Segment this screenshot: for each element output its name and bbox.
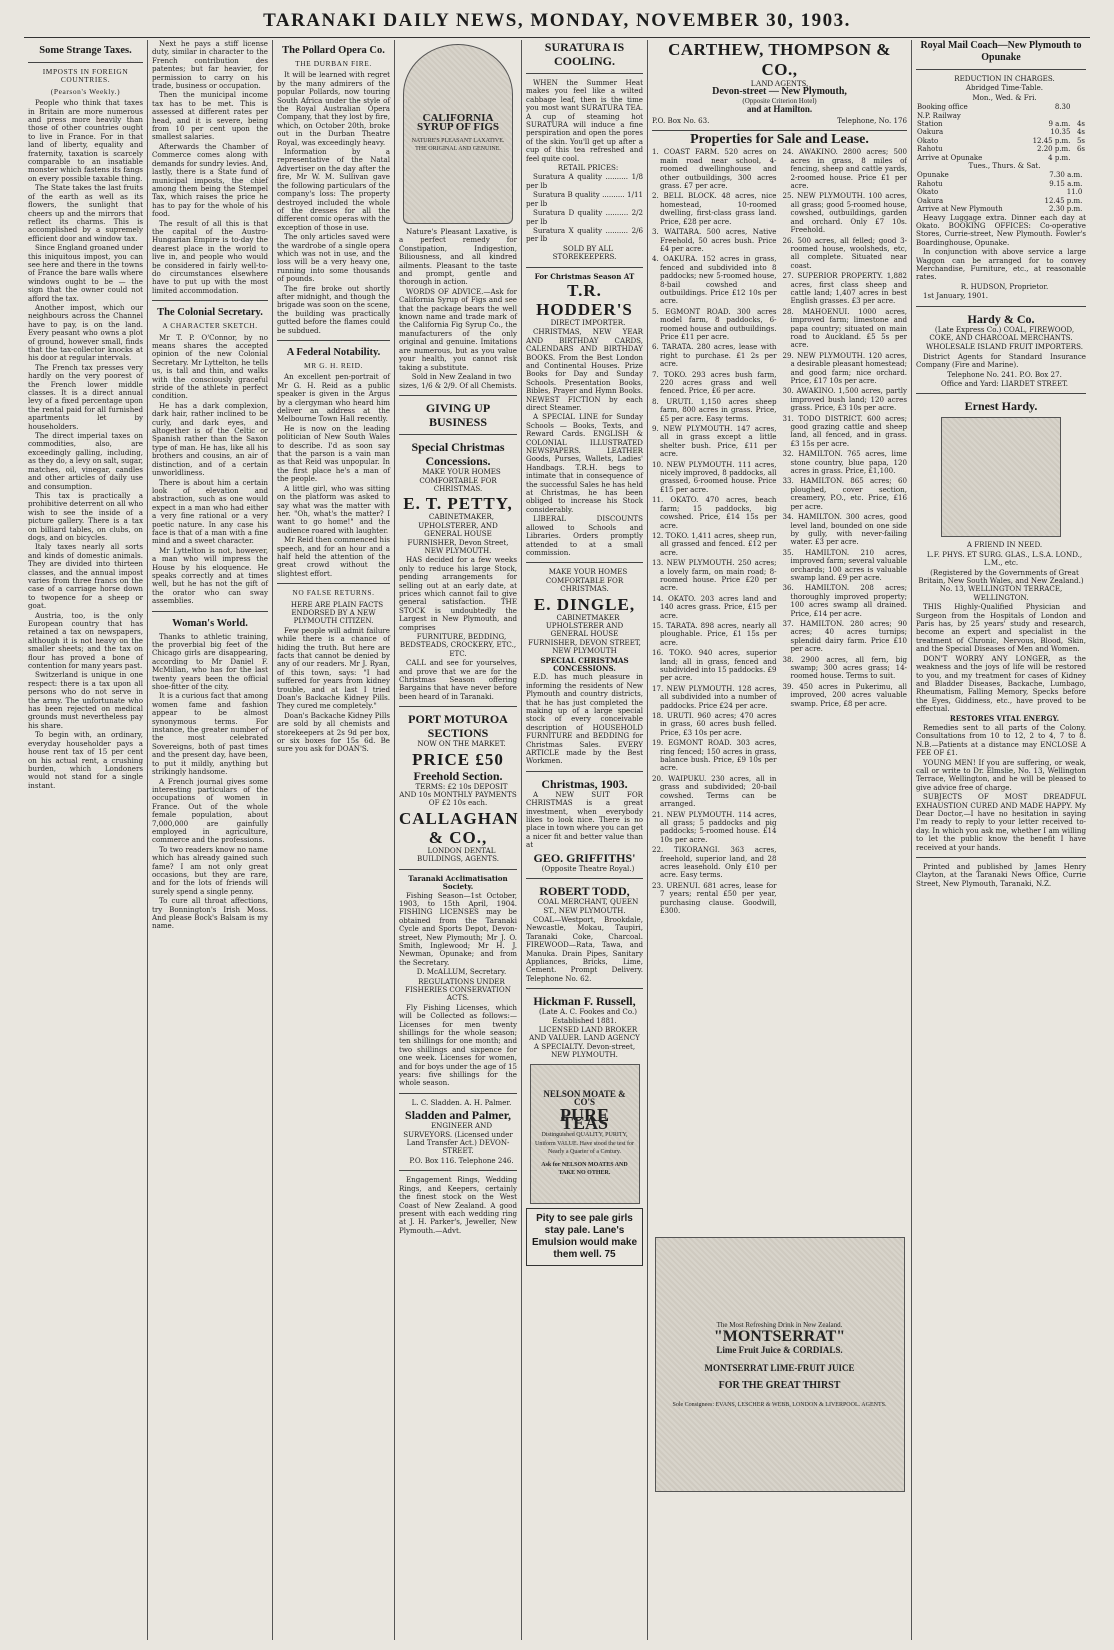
timetable-cell: Arrive at New Plymouth: [917, 205, 1003, 214]
paragraph: HERE ARE PLAIN FACTS ENDORSED BY A NEW PLYMOUTH CITIZEN.: [290, 599, 384, 626]
montserrat-sub: Lime Fruit Juice & CORDIALS.: [716, 1344, 843, 1355]
paragraph: E.D. has much pleasure in informing the residents of New Plymouth and country districts, that he has just completed the making up of a large special stock of every conceivable description of HOUSEHOLD FURNITURE and BEDDING for Christmas Sales. EVERY ARTICLE made by the Best Workmen.: [526, 672, 643, 766]
paragraph: District Agents for Standard Insurance Company (Fire and Marine).: [916, 351, 1086, 370]
property-listing: 36. HAMILTON. 208 acres; thoroughly improved property; 100 acres swamp all drained. Price, £14 per acre.: [782, 583, 907, 618]
paragraph: FURNITURE, BEDDING, BEDSTEADS, CROCKERY, ETC., ETC.: [399, 632, 517, 658]
property-listing: 35. HAMILTON. 210 acres, improved farm; several valuable orchards; 100 acres is valuable swamp land. £9 per acre.: [782, 547, 907, 582]
timetable-cell: Oakura: [917, 128, 944, 137]
property-list-left: [652, 148, 777, 1233]
paragraph: CABINETMAKER, UPHOLSTERER, AND GENERAL HOUSE FURNISHER, Devon Street, NEW PLYMOUTH.: [407, 512, 509, 555]
paragraph: A FRIEND IN NEED.: [966, 540, 1043, 550]
paragraph: There is about him a certain look of elevation and abstraction, such as one would expect in a man who had either a very fine rational or a very poetic nature. In any case his face is that of a man with a fine mind and a sweet character.: [152, 477, 268, 546]
paragraph: The direct imperial taxes on commodities, also, are exceedingly galling, including, as they do, a levy on salt, sugar, matches, oil, vinegar, candles and other articles of daily use and consumption.: [28, 431, 143, 491]
masthead: TARANAKI DAILY NEWS, MONDAY, NOVEMBER 30, 1903.: [263, 10, 851, 31]
firm-hamilton: and at Hamilton.: [746, 104, 813, 115]
firm-po-box: P.O. Box No. 63.: [652, 115, 710, 125]
timetable-outbound: [916, 103, 1086, 162]
firm-contact-row: [652, 117, 907, 125]
paragraph: A French journal gives some interesting particulars of the occupations of women in France. Out of the whole female population, about 7,000,000 are gainfully employed in agriculture, commerce and the professions.: [152, 776, 268, 845]
montserrat-agents: Sole Consignees: EVANS, LESCHER & WEBB, LONDON & LIVERPOOL. AGENTS.: [672, 1401, 887, 1408]
timetable-cell: Oakura: [917, 196, 944, 205]
paragraph: In conjunction with above service a large Waggon can be arranged for to convey Merchandise, Furniture, etc., at reasonable rates.: [916, 247, 1086, 282]
paragraph: Fly Fishing Licenses, which will be Collected as follows:— Licenses for men twenty shillings for the whole season; ten shillings for one month; and two shillings and sixpence for one week. Licenses for women, and for boys under the age of 15 years: five shillings for the whole season.: [399, 1002, 517, 1088]
paragraph: 1st January, 1901.: [923, 291, 988, 301]
firm-telephone: Telephone, No. 176: [837, 115, 907, 125]
paragraph: CALL and see for yourselves, and prove that we are for the Christmas Season offering Bargains that have never before been heard of in Taranaki.: [399, 658, 517, 701]
column-2: [148, 40, 272, 1640]
divider: [916, 857, 1086, 858]
paragraph: Information by a representative of the Natal Advertiser on the day after the fire, Mr W. M. Sullivan gave the following particulars of the company's loss: The property destroyed included the whole of the dresses for all the different comic operas with the exception of those in use.: [277, 147, 390, 232]
timetable-cell: Opunake: [917, 171, 949, 180]
ad-heading: T.R. HODDER'S: [536, 280, 633, 319]
ad-heading: Christmas, 1903.: [541, 776, 628, 791]
property-listing: 13. NEW PLYMOUTH. 250 acres; a lovely farm, on main road; 8-roomed house. Price £20 per acre.: [652, 558, 777, 593]
timetable-cell: 4s: [1076, 128, 1085, 137]
paragraph: CABINETMAKER UPHOLSTERER AND GENERAL HOUSE FURNISHER, DEVON STREET, NEW PLYMOUTH: [528, 612, 641, 656]
masthead-rule: [24, 37, 1090, 38]
timetable-cell: [1083, 180, 1086, 188]
paragraph: Thanks to athletic training, the proverbial big feet of the Chicago girls are disappearing, according to Mr Daniel F. McMillan, who has for the last twenty years been the official shoe-fitter of the city.: [152, 631, 268, 692]
property-listing: 5. EGMONT ROAD. 300 acres model farm, 8 paddocks, 6-roomed house and outbuildings. Price £11 per acre.: [652, 306, 777, 341]
timetable-row: [916, 188, 1086, 196]
paragraph: Italy taxes nearly all sorts and kinds of domestic animals. They are divided into thirteen classes, and the annual impost varies from three francs on the case of a carriage horse down to twopence for a sheep or goat.: [28, 542, 143, 611]
paragraph: The State takes the last fruits of the earth as well as its flowers, the sunlight that cheers up and the mirrors that reflect its charms. This is accomplished by a supremely efficient door and window tax.: [28, 183, 143, 243]
property-listing: 18. URUTI. 960 acres; 470 acres in grass, 60 acres bush felled. Price, £3 10s per acre.: [652, 711, 777, 737]
paragraph: (Late Express Co.) COAL, FIREWOOD, COKE, AND CHARCOAL MERCHANTS.: [929, 324, 1075, 342]
lanes-emulsion-ad: Pity to see pale girls stay pale. Lane's Emulsion would make them well. 75: [526, 1208, 643, 1266]
ad-heading: Taranaki Acclimatisation Society.: [408, 873, 508, 892]
divider: [652, 130, 907, 131]
ad-heading: For Christmas Season AT: [534, 271, 635, 281]
property-listing: 39. 450 acres in Pukerimu, all improved, 200 acres valuable swamp. Price, £8 per acre.: [782, 681, 907, 708]
property-listing: 23. URENUI. 681 acres, lease for 7 years; rental £50 per year, purchasing clause. Goodwill, £300.: [652, 880, 777, 915]
paragraph: A SPECIAL LINE for Sunday Schools — Books, Texts, and Reward Cards. ENGLISH & COLONIAL ILLUSTRATED NEWSPAPERS. LEATHER Goods, Purses, Wallets, Ladies' Handbags. T.R.H. begs to intimate that in consequence of the successful Sales he has held at Christmas, he has been obliged to increase his Stock considerably.: [526, 412, 643, 514]
paragraph: LONDON DENTAL BUILDINGS, AGENTS.: [417, 845, 499, 864]
column-7: [912, 40, 1090, 1640]
paragraph: Since England groaned under this iniquitous impost, you can see here and there in the towns of France the bare walls where windows ought to be — the sign that the owner could not afford the tax.: [28, 243, 143, 303]
paragraph: SUBJECTS OF MOST DREADFUL EXHAUSTION CURED AND MADE HAPPY. My Dear Doctor,—I have no hesitation in saying I'm ready to reply to your letter received to-day. In which you ask me, whether I am willing to let the public know the benefit I have received at your hands.: [916, 792, 1086, 852]
paragraph: Fishing Season—1st October, 1903, to 15th April, 1904. FISHING LICENSES may be obtained from the Taranaki Cycle and Sports Depot, Devon-street, New Plymouth; Mr J. O. Smith, Inglewood; Mr H. J. Newman, Opunake; and from the Secretary.: [399, 890, 517, 967]
property-listing: 26. 500 acres, all felled; good 3-roomed house, woolsheds, etc, all complete. Situated near coast.: [782, 235, 907, 270]
timetable-cell: Booking office: [917, 103, 968, 112]
divider: [526, 988, 643, 989]
timetable-cell: Okato: [917, 136, 939, 145]
paragraph: TERMS: £2 10s DEPOSIT AND 10s MONTHLY PAYMENTS OF £2 10s each.: [399, 781, 517, 808]
divider: [526, 267, 643, 268]
property-listing: 12. TOKO. 1,411 acres, sheep run, all grassed and fenced. £12 per acre.: [652, 530, 777, 557]
property-listing: 21. NEW PLYMOUTH. 114 acres, all grass; 5 paddocks and pig paddocks; 5-roomed house. £14 10s per acre.: [652, 809, 777, 844]
paragraph: Austria, too, is the only European country that has retained a tax on newspapers, although it is not heavy on the smaller sheets; and the tax on flour has proved a bone of contention for many years past.: [28, 610, 143, 671]
property-listing: 16. TOKO. 940 acres, superior land; all in grass, fenced and subdivided into 15 paddocks. £9 per acre.: [652, 648, 777, 683]
divider: [277, 583, 390, 584]
paragraph: Switzerland is unique in one respect: there is a tax upon all persons who do not serve in the army. The unfortunate who has been rejected on medical grounds must nevertheless pay his share.: [28, 670, 143, 730]
paragraph: A little girl, who was sitting on the platform was asked to say what was the matter with her. "Oh, what's the matter? I want to go home!" and the audience roared with laughter.: [277, 483, 390, 535]
paragraph: Tues., Thurs. & Sat.: [968, 161, 1041, 171]
ad-heading: PRICE £50: [412, 749, 504, 769]
paragraph: Telephone No. 241. P.O. Box 27.: [947, 369, 1062, 379]
firm-sub: LAND AGENTS,: [750, 79, 809, 88]
paragraph: Engagement Rings, Wedding Rings, and Keepers, certainly the finest stock on the West Coast of New Zealand. A good present with each wedding ring at J. H. Parker's, Jeweller, New Plymouth.—Advt.: [399, 1175, 517, 1235]
paragraph: MAKE YOUR HOMES COMFORTABLE FOR CHRISTMAS.: [419, 467, 501, 493]
property-listing: 8. URUTI. 1,150 acres sheep farm, 800 acres in grass. Price, £5 per acre. Easy terms.: [652, 396, 777, 423]
timetable-cell: [1071, 103, 1086, 111]
paragraph: YOUNG MEN! If you are suffering, or weak, call or write to Dr. Elmslie, No. 13, Wellington Terrace, Wellington, and he will be pleased to give advice free of charge.: [916, 757, 1086, 792]
timetable-cell: Rahotu: [917, 145, 943, 154]
paragraph: Remedies sent to all parts of the Colony. Consultations from 10 to 12, 2 to 4, 7 to 8. N.B.—Patients at a distance may ENCLOSE A FEE OF £1.: [916, 722, 1086, 758]
timetable-row: [916, 197, 1086, 205]
property-listing: 14. OKATO. 203 acres land and 140 acres grass. Price, £15 per acre.: [652, 593, 777, 620]
property-listing: 34. HAMILTON. 300 acres, good level land, bounded on one side by gully, with never-failing water. £3 per acre.: [782, 512, 907, 547]
timetable-cell: 10.35: [1050, 128, 1071, 137]
article-title: Woman's World.: [172, 617, 248, 629]
paragraph: RESTORES VITAL ENERGY.: [949, 713, 1060, 723]
column-5: [522, 40, 647, 1640]
ad-heading: ROBERT TODD,: [539, 884, 630, 899]
paragraph: HAS decided for a few weeks only to reduce his large Stock, pending arrangements for selling out at an early date, at prices which cannot fail to give general satisfaction. THE STOCK is undoubtedly the Largest in New Plymouth, and comprises: [399, 555, 517, 632]
paragraph: Mr T. P. O'Connor, by no means shares the accepted opinion of the new Colonial Secretary. Mr Lyttelton, he tells us, is tall and thin, and walks with the consciously graceful stride of the athlete in perfect condition.: [152, 332, 268, 401]
paragraph: Sold in New Zealand in two sizes, 1/6 & 2/9. Of all Chemists.: [399, 371, 517, 390]
timetable-cell: Rahotu: [917, 179, 943, 188]
ad-heading: Royal Mail Coach—New Plymouth to Opunake: [920, 40, 1082, 63]
timetable-cell: 12.45 p.m.: [1032, 136, 1071, 145]
property-listing: 27. SUPERIOR PROPERTY. 1,882 acres, first class sheep and cattle land; 1,407 acres in best English grasses. £3 per acre.: [782, 271, 907, 306]
timetable-cell: 2.20 p.m.: [1037, 145, 1071, 154]
property-listing: 1. COAST FARM. 520 acres on main road near school, 4-roomed dwellinghouse and other outbuildings, 300 acres grass. £7 per acre.: [652, 148, 777, 191]
article-title: A Federal Notability.: [286, 347, 381, 358]
ad-heading: PORT MOTUROA SECTIONS: [408, 712, 508, 741]
divider: [399, 1093, 517, 1094]
paragraph: Next he pays a stiff license duty, similar in character to the French contribution des patentes; but far heavier, for permission to carry on his trade, business or occupation.: [152, 40, 268, 91]
paragraph: It will be learned with regret by the many admirers of the popular Pollards, now touring South Africa under the style of the Royal Australian Opera Company, that they lost by fire, which, on October 20th, broke out in the Durban Theatre Royal, was exceedingly heavy.: [277, 70, 390, 147]
property-listing: 10. NEW PLYMOUTH. 111 acres, nicely improved, 8 paddocks, all grassed, 6-roomed house. Price £15 per acre.: [652, 459, 777, 494]
nelson-ask: Ask for NELSON MOATES AND TAKE NO OTHER.: [541, 1161, 628, 1177]
paragraph: Another impost, which our neighbours across the Channel have to pay, is on the land. Every peasant who owns a plot of ground, however small, finds that the tax-collector knocks at his door at regular intervals.: [28, 302, 143, 363]
divider: [399, 1170, 517, 1171]
property-listing: 17. NEW PLYMOUTH. 128 acres, all subdivided into a number of paddocks. Price £24 per acre.: [652, 683, 777, 710]
paragraph: REDUCTION IN CHARGES.: [954, 74, 1055, 83]
divider: [916, 69, 1086, 70]
paragraph: DIRECT IMPORTER.: [550, 317, 626, 327]
ad-heading: GIVING UP BUSINESS: [425, 401, 491, 430]
paragraph: CHRISTMAS, NEW YEAR AND BIRTHDAY CARDS, CALENDARS AND BIRTHDAY BOOKS. From the Best London and Continental Houses. Prize Books for Day and Sunday Schools. Presentation Books, Bibles, Prayer and Hymn Books. NEWEST FICTION by each direct Steamer.: [526, 327, 643, 412]
paragraph: Heavy Luggage extra. Dinner each day at Okato. BOOKING OFFICES: Co-operative Stores, Currie-street, New Plymouth. Fowler's Boardinghouse, Opunake.: [916, 212, 1086, 247]
article-title: Some Strange Taxes.: [39, 45, 132, 56]
ad-heading: SURATURA IS COOLING.: [544, 40, 625, 68]
property-listing: 15. TARATA. 898 acres, nearly all ploughable. Price, £1 15s per acre.: [652, 620, 777, 647]
paragraph: MAKE YOUR HOMES COMFORTABLE FOR CHRISTMAS.: [545, 567, 628, 594]
imprint: Printed and published by James Henry Clayton, at the Taranaki News Office, Currie Street, New Plymouth, Taranaki, N.Z.: [916, 862, 1086, 888]
column-1: [24, 40, 147, 1640]
property-listing: 20. WAIPUKU. 230 acres, all in grass and subdivided; 20-bail cowshed. Terms can be arranged.: [652, 773, 777, 809]
paragraph: An excellent pen-portrait of Mr G. H. Reid as a public speaker is given in the Argus by a clergyman who heard him deliver an address at the Melbourne Town Hall recently.: [277, 372, 390, 424]
article-subtitle: IMPOSTS IN FOREIGN COUNTRIES.: [42, 67, 129, 85]
column-3: [273, 40, 394, 1640]
paragraph: (Registered by the Governments of Great Britain, New South Wales, and New Zealand.) No. 13, WELLINGTON TERRACE, WELLINGTON.: [918, 567, 1084, 602]
property-listing: 7. TOKO. 293 acres bush farm, 220 acres grass and well fenced. Price, £6 per acre.: [652, 369, 777, 396]
paragraph: ENGINEER AND SURVEYORS. (Licensed under Land Transfer Act.) DEVON-STREET.: [403, 1121, 513, 1156]
timetable-cell: [1083, 171, 1086, 179]
timetable-cell: 12.45 p.m.: [1044, 196, 1083, 205]
timetable-cell: 4s: [1076, 120, 1085, 129]
timetable-row: [916, 112, 1086, 120]
timetable-cell: 4 p.m.: [1048, 153, 1071, 162]
syrup-of-figs-ad-image: [403, 44, 513, 224]
paragraph: REGULATIONS UNDER FISHERIES CONSERVATION ACTS.: [405, 976, 511, 1003]
ad-heading: CALLAGHAN & CO.,: [399, 808, 519, 847]
article-title: The Pollard Opera Co.: [282, 45, 385, 56]
paragraph: SOLD BY ALL STOREKEEPERS.: [552, 243, 617, 262]
property-listing: 11. OKATO. 470 acres, beach farm; 15 paddocks, big cowshed. Price, £14 15s per acre.: [652, 495, 777, 530]
paragraph: LIBERAL DISCOUNTS allowed to Schools and Libraries. Orders promptly attended to at a small commission.: [526, 514, 643, 557]
timetable-cell: [1083, 188, 1086, 196]
price-line: Suratura B quality .......... 1/11 per lb: [526, 190, 643, 208]
syrup-tag-right: THE ORIGINAL AND GENUINE.: [415, 146, 501, 153]
paragraph: L.F. PHYS. ET SURG. GLAS., L.S.A. LOND., L.M., etc.: [926, 549, 1083, 568]
divider: [399, 706, 517, 707]
doctor-ad-illustration: [941, 417, 1061, 537]
paragraph: This tax is practically a prohibitive deterrent on all who wish to see the inside of a picture gallery. There is a tax on billiard tables, on clubs, on dogs, and on bicycles.: [28, 490, 143, 542]
nelson-tag: Distinguished QUALITY, PURITY, Uniform VALUE. Have stood the test for Nearly a Quarter of a Century.: [535, 1132, 634, 1156]
timetable-row: [916, 120, 1086, 128]
timetable-cell: 9.15 a.m.: [1049, 179, 1083, 188]
timetable-cell: [1083, 197, 1086, 205]
property-listing: 30. AWAKINO. 1,500 acres, partly improved bush land; 120 acres grass. Price, £3 10s per acre.: [782, 386, 907, 413]
paragraph: Afterwards the Chamber of Commerce comes along with demands for sundry levies. And, lastly, there is a State fund of municipal imposts, the chief among them being the Stempel Tax, which raises the price he has to pay for the whole of his food.: [152, 141, 268, 219]
paragraph: Few people will admit failure while there is a chance of hiding the truth. But here are facts that cannot be denied by any of our readers. Mr J. Ryan, of this town, says: "I had suffered for years from kidney trouble, and at last I tried Doan's Backache Kidney Pills. They cured me completely.": [277, 625, 390, 711]
property-listing: 33. HAMILTON. 865 acres; 60 ploughed, cover section, creamery, P.O., etc. Price, £16 per acre.: [782, 476, 907, 511]
property-listing: 25. NEW PLYMOUTH. 100 acres, all grass; good 5-roomed house, cowshed, outbuildings, garden and orchard. Only £7 10s. Freehold.: [782, 191, 907, 235]
paragraph: The result of all this is that the capital of the Austro-Hungarian Empire is to-day the dearest place in the world to live in, and people who would be considered in fairly well-to-do circumstances elsewhere have to put up with the most limited accommodation.: [152, 218, 268, 295]
ad-heading: Hardy & Co.: [967, 311, 1035, 326]
property-listing: 32. HAMILTON. 765 acres, lime stone country, blue papa, 120 acres in grass. Price, £1,100.: [782, 449, 907, 476]
property-listing: 37. HAMILTON. 280 acres; 90 acres; 40 acres turnips; splendid dairy farm. Price £10 per acre.: [782, 618, 907, 654]
paragraph: WHOLESALE ISLAND FRUIT IMPORTERS.: [926, 342, 1083, 352]
properties-heading: Properties for Sale and Lease.: [690, 132, 869, 148]
property-listing: 19. EGMONT ROAD. 303 acres, ring fenced; 150 acres in grass, balance bush. Price, £9 10s per acre.: [652, 738, 777, 773]
article-source: (Pearson's Weekly.): [50, 86, 121, 96]
paragraph: He is now on the leading politician of New South Wales to describe. I'd as soon say that the parson is a vain man as that Reid was unpopular. In the first place he's a man of the people.: [277, 423, 390, 484]
timetable-cell: 11.0: [1066, 188, 1083, 197]
timetable-cell: [1014, 112, 1072, 120]
price-line: Suratura D quality .......... 2/2 per lb: [526, 208, 643, 226]
paragraph: He has a dark complexion, dark hair, rather inclined to be curly, and dark eyes, and altogether is of the Celtic or Spanish rather than the Saxon type of man. He has, like all his brothers and cousins, an air of distinction, and of a certain unworldliness.: [152, 400, 268, 478]
paragraph: COAL—Westport, Brookdale, Newcastle, Mokau, Taupiri, Taranaki Coke, Charcoal. FIREWOOD—Rata, Tawa, and Manuka. Drain Pipes, Sanitary Appliances, Bricks, Lime, Cement. Prompt Delivery. Telephone No. 62.: [526, 914, 643, 983]
timetable-cell: Arrive at Opunake: [917, 153, 983, 162]
paragraph: R. HUDSON, Proprietor.: [960, 281, 1049, 291]
property-listing: 38. 2900 acres, all fern, big swamp; 300 acres grass; 14-roomed house. Terms to suit.: [782, 654, 907, 681]
ad-heading: Freehold Section.: [413, 768, 503, 783]
property-listing: 28. MAHOENUI. 1000 acres, improved farm; limestone and papa country; situated on main road to Auckland. £5 5s per acre.: [782, 306, 907, 350]
montserrat-brand: "MONTSERRAT": [713, 1328, 846, 1346]
paragraph: Mon., Wed. & Fri.: [972, 92, 1037, 102]
paragraph: LICENSED LAND BROKER AND VALUER. LAND AGENCY A SPECIALTY. Devon-street, NEW PLYMOUTH.: [529, 1024, 640, 1060]
montserrat-lime-juice-ad-image: [655, 1237, 905, 1492]
divider: [152, 300, 268, 301]
montserrat-bottle: MONTSERRAT LIME-FRUIT JUICE: [704, 1362, 855, 1373]
paragraph: The only articles saved were the wardrobe of a single opera which was not in use, and the loss will be a very heavy one, running into some thousands of pounds.: [277, 232, 390, 284]
timetable-cell: 5s: [1076, 136, 1085, 145]
nelson-pure-teas: PURE TEAS: [560, 1104, 609, 1133]
property-listing: 22. TIKORANGI. 363 acres, freehold, superior land, and 28 acres leasehold. Only £10 per acre. Easy terms.: [652, 845, 777, 880]
paragraph: WORDS OF ADVICE.—Ask for California Syrup of Figs and see that the package bears the well known name and trade mark of the California Fig Syrup Co., the manufacturers of the only original and genuine. Imitations are numerous, but as you value your health, you cannot risk taking a substitute.: [399, 286, 517, 372]
timetable-row: [916, 180, 1086, 188]
timetable-cell: 2.30 p.m.: [1048, 205, 1083, 214]
ad-heading: SPECIAL CHRISTMAS CONCESSIONS.: [540, 655, 629, 673]
paragraph: To two readers know no name which has already gained such fame? I am not only great occasions, but they are rare, and for the lots of friends will surely spend a single penny.: [152, 844, 268, 896]
timetable-cell: 7.30 a.m.: [1049, 171, 1083, 180]
property-listing: 31. TODO DISTRICT. 600 acres; good grazing cattle and sheep land, all fenced, and in grass. £3 15s per acre.: [782, 413, 907, 448]
firm-name: CARTHEW, THOMPSON & CO.,: [668, 40, 891, 79]
article-title: NO FALSE RETURNS.: [292, 588, 375, 598]
property-listing: 3. WAITARA. 500 acres, Native Freehold, 50 acres bush. Price £4 per acre.: [652, 227, 777, 253]
divider: [916, 393, 1086, 394]
property-listings: [652, 148, 907, 1233]
paragraph: RETAIL PRICES:: [557, 163, 619, 173]
paragraph: A NEW SUIT FOR CHRISTMAS is a great investment, when everybody likes to look nice. There is no place in town where you can get a nicer fit and better value than at: [526, 789, 643, 850]
divider: [152, 611, 268, 612]
property-list-right: [783, 148, 908, 1233]
divider: [28, 62, 143, 63]
timetable-cell: N.P. Railway: [917, 111, 961, 120]
divider: [399, 395, 517, 396]
firm-address-sub: (Opposite Criterion Hotel): [742, 96, 817, 105]
firm-address: Devon-street — New Plymouth,: [712, 86, 847, 98]
timetable-cell: 9 a.m.: [1048, 120, 1071, 129]
paragraph: NOW ON THE MARKET.: [417, 739, 506, 749]
article-title: The Colonial Secretary.: [157, 307, 263, 319]
property-listing: 9. NEW PLYMOUTH. 147 acres, all in grass except a little shelter bush. Price, £11 per acre.: [652, 424, 777, 459]
price-line: Suratura X quality .......... 2/6 per lb: [526, 225, 643, 244]
article-subtitle: A CHARACTER SKETCH.: [162, 321, 258, 331]
ad-heading: E. DINGLE,: [533, 594, 636, 614]
property-listing: 6. TARATA. 280 acres, lease with right to purchase. £1 2s per acre.: [652, 342, 777, 369]
property-listing: 2. BELL BLOCK. 48 acres, nice homestead, 10-roomed dwelling, first-class grass land. Price, £28 per acre.: [652, 191, 777, 226]
divider: [526, 73, 643, 74]
paragraph: THIS Highly-Qualified Physician and Surgeon from the Hospitals of London and Paris has, by 25 years' study and research, become an expert and specialist in the treatment of Chronic, Nervous, Blood, Skin, and the Special Diseases of Men and Women.: [916, 602, 1086, 654]
syrup-tag-left: NATURE'S PLEASANT LAXATIVE.: [411, 138, 505, 144]
paragraph: People who think that taxes in Britain are more numerous and press more heavily than those of other countries ought to live in France. For in that land of liberty, equality and fraternity, taxation is scarcely comparable to an insatiable monster which fastens its fangs on every possible taxable thing.: [28, 98, 143, 183]
timetable-cell: 6s: [1076, 145, 1085, 154]
paragraph: To begin with, an ordinary, everyday householder pays a house rent tax of 15 per cent on his actual rent, a crushing burden, which Londoners would not stand for a single instant.: [28, 730, 143, 790]
ad-heading: GEO. GRIFFITHS': [533, 850, 636, 865]
paragraph: L. C. Sladden. A. H. Palmer.: [411, 1097, 512, 1107]
timetable-return: [916, 171, 1086, 213]
price-line: Suratura A quality .......... 1/8 per lb: [526, 172, 643, 190]
divider: [916, 306, 1086, 307]
paragraph: The fire broke out shortly after midnight, and though the brigade was soon on the scene, the building was practically gutted before the flames could be subdued.: [277, 283, 390, 335]
ad-heading: E. T. PETTY,: [403, 494, 513, 514]
ad-heading: Special Christmas Concessions.: [411, 440, 505, 469]
ad-heading: Hickman F. Russell,: [533, 994, 636, 1009]
timetable-row: [916, 137, 1086, 145]
timetable-row: [916, 128, 1086, 136]
paragraph: Office and Yard: LIARDET STREET.: [940, 379, 1069, 388]
paragraph: Mr Lyttelton is not, however, a man who will impress the House by his eloquence. He speaks correctly and at times well, but he has not the gift of the orator who can sway assemblies.: [152, 545, 268, 606]
paragraph: DON'T WORRY ANY LONGER, as the weakness and the joys of life will be restored to you, and my treatment for cases of Kidney and Bladder Diseases, Backache, Lumbago, Rheumatism, Falling Memory, Specks before the Eyes, Giddiness, etc., have proved to be effectual.: [916, 653, 1086, 714]
timetable-row: [916, 103, 1086, 111]
paragraph: Mr Reid then commenced his speech, and for an hour and a half held the attention of the great crowd without the slightest effort.: [277, 535, 390, 578]
paragraph: D. McALLUM, Secretary.: [416, 967, 507, 977]
timetable-cell: [1071, 112, 1086, 120]
timetable-row: [916, 171, 1086, 179]
article-subtitle: THE DURBAN FIRE.: [295, 59, 372, 68]
ad-heading: Sladden and Palmer,: [405, 1108, 511, 1123]
paragraph: Abridged Time-Table.: [965, 83, 1044, 93]
montserrat-tag: FOR THE GREAT THIRST: [718, 1380, 841, 1392]
paragraph: The French tax presses very hardly on the very poorest of the French lower middle classes. It is a direct annual levy of a fixed percentage upon the rental paid for all furnished apartments let by householders.: [28, 362, 143, 431]
timetable-cell: Station: [917, 120, 943, 129]
paragraph: Then the municipal income tax has to be met. This is assessed at different rates per head, and it is severe, being from 10 per cent upon the smallest salaries.: [152, 90, 268, 142]
article-subtitle: MR G. H. REID.: [304, 361, 363, 370]
property-listing: 24. AWAKINO. 2800 acres; 500 acres in grass, 8 miles of fencing, sheep and cattle yards, 2-roomed house. Price £1 per acre.: [782, 148, 907, 191]
divider: [526, 878, 643, 879]
property-listing: 4. OAKURA. 152 acres in grass, fenced and subdivided into 8 paddocks; new 5-roomed house, 8-bail cowshed and outbuildings. Price £12 10s per acre.: [652, 254, 777, 306]
divider: [277, 340, 390, 341]
paragraph: (Opposite Theatre Royal.): [541, 863, 635, 873]
column-4: [395, 40, 521, 1640]
property-listing: 29. NEW PLYMOUTH. 120 acres, a desirable pleasant homestead; and good farm; nice orchard. Price, £17 10s per acre.: [782, 350, 907, 385]
timetable-cell: Okato: [917, 188, 939, 197]
nelson-moate-tea-ad-image: [530, 1064, 640, 1204]
ad-heading: Ernest Hardy.: [964, 399, 1038, 414]
timetable-cell: 8.30: [1054, 103, 1071, 112]
divider: [526, 562, 643, 563]
nelson-brand: NELSON MOATE & CO'S: [543, 1088, 626, 1108]
column-6: [648, 40, 911, 1640]
paragraph: (Late A. C. Fookes and Co.) Established 1881.: [539, 1007, 637, 1025]
paragraph: To cure all throat affections, try Bonnington's Irish Moss. And please Bock's Balsam is my name.: [152, 896, 268, 931]
syrup-brand: CALIFORNIA SYRUP OF FIGS: [416, 112, 500, 133]
paragraph: Nature's Pleasant Laxative, is a perfect remedy for Constipation, Indigestion, Biliousness, and all kindred ailments. Pleasant to the taste and prompt, gentle and thorough in action.: [399, 227, 517, 287]
paragraph: WHEN the Summer Heat makes you feel like a wilted cabbage leaf, then is the time you most want SURATURA TEA. A cup of steaming hot SURATURA will induce a fine perspiration and open the pores of the skin. You'll get up after a cup of this tea refreshed and feel quite cool.: [526, 78, 643, 163]
montserrat-header: The Most Refreshing Drink in New Zealand.: [716, 1320, 843, 1329]
paragraph: COAL MERCHANT, QUEEN ST., NEW PLYMOUTH.: [537, 897, 639, 915]
divider: [399, 434, 517, 435]
paragraph: It is a curious fact that among women fame and fashion appear to be almost synonymous terms. For instance, the greater number of the most celebrated Sovereigns, both of past times and the present day, have been, to put it mildly, anything but strikingly handsome.: [152, 691, 268, 777]
timetable-row: [916, 145, 1086, 153]
paragraph: P.O. Box 116. Telephone 246.: [409, 1155, 514, 1165]
divider: [526, 771, 643, 772]
paragraph: Doan's Backache Kidney Pills are sold by all chemists and storekeepers at 2s 9d per box, or six boxes for 15s 6d. Be sure you ask for DOAN'S.: [277, 710, 390, 754]
divider: [399, 869, 517, 870]
timetable-cell: [1071, 154, 1086, 162]
